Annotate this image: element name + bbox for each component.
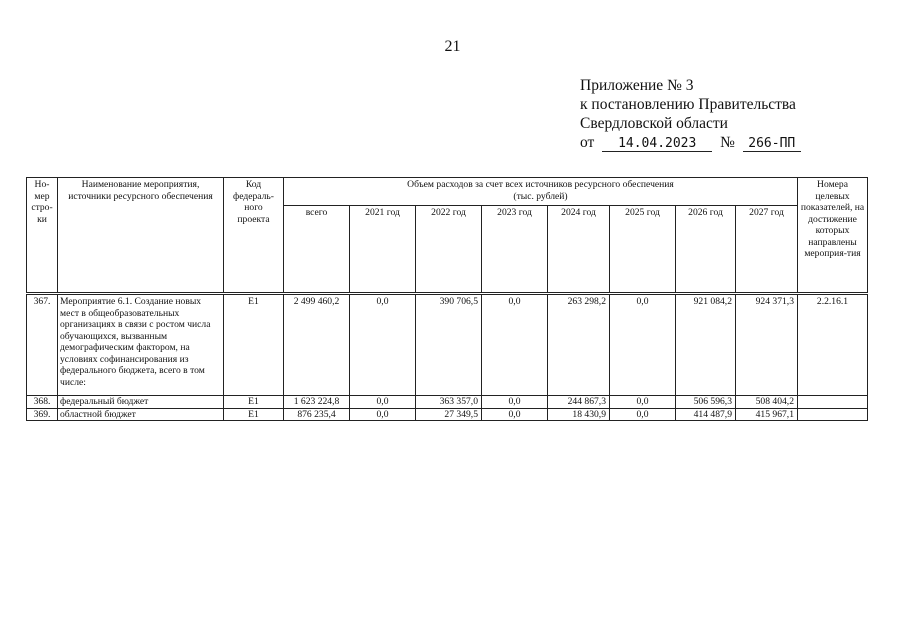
cell-federal-code: Е1 bbox=[224, 294, 284, 396]
cell-2026: 506 596,3 bbox=[676, 396, 736, 409]
header-2022: 2022 год bbox=[416, 206, 482, 294]
cell-event-name: федеральный бюджет bbox=[58, 396, 224, 409]
cell-row-number: 369. bbox=[27, 408, 58, 421]
cell-target-number bbox=[798, 408, 868, 421]
cell-event-name: областной бюджет bbox=[58, 408, 224, 421]
page-number: 21 bbox=[444, 38, 461, 55]
cell-2024: 18 430,9 bbox=[548, 408, 610, 421]
cell-2022: 27 349,5 bbox=[416, 408, 482, 421]
header-row-number: Но- мер стро- ки bbox=[27, 178, 58, 294]
cell-2024: 263 298,2 bbox=[548, 294, 610, 396]
cell-total: 1 623 224,8 bbox=[284, 396, 350, 409]
cell-2025: 0,0 bbox=[610, 294, 676, 396]
cell-total: 2 499 460,2 bbox=[284, 294, 350, 396]
appendix-region: Свердловской области bbox=[580, 115, 728, 132]
cell-total: 876 235,4 bbox=[284, 408, 350, 421]
appendix-title: Приложение № 3 bbox=[580, 77, 694, 94]
header-2025: 2025 год bbox=[610, 206, 676, 294]
number-label: № bbox=[720, 134, 735, 151]
cell-2027: 508 404,2 bbox=[736, 396, 798, 409]
cell-2025: 0,0 bbox=[610, 396, 676, 409]
cell-federal-code: Е1 bbox=[224, 408, 284, 421]
cell-2022: 363 357,0 bbox=[416, 396, 482, 409]
header-total: всего bbox=[284, 206, 350, 294]
cell-2027: 415 967,1 bbox=[736, 408, 798, 421]
resolution-date: 14.04.2023 bbox=[602, 136, 712, 152]
appendix-header bbox=[580, 76, 801, 152]
cell-2026: 414 487,9 bbox=[676, 408, 736, 421]
header-event-name: Наименование мероприятия, источники ресурсного обеспечения bbox=[58, 178, 224, 294]
table-row bbox=[27, 294, 868, 396]
resolution-number: 266-ПП bbox=[743, 136, 801, 152]
table-row bbox=[27, 396, 868, 409]
cell-federal-code: Е1 bbox=[224, 396, 284, 409]
cell-2021: 0,0 bbox=[350, 396, 416, 409]
header-2024: 2024 год bbox=[548, 206, 610, 294]
cell-2027: 924 371,3 bbox=[736, 294, 798, 396]
cell-2023: 0,0 bbox=[482, 396, 548, 409]
cell-2024: 244 867,3 bbox=[548, 396, 610, 409]
header-2023: 2023 год bbox=[482, 206, 548, 294]
header-2027: 2027 год bbox=[736, 206, 798, 294]
appendix-date-number-line bbox=[580, 133, 801, 152]
header-federal-code: Код федераль- ного проекта bbox=[224, 178, 284, 294]
cell-row-number: 368. bbox=[27, 396, 58, 409]
from-label: от bbox=[580, 134, 595, 151]
header-2026: 2026 год bbox=[676, 206, 736, 294]
cell-2023: 0,0 bbox=[482, 294, 548, 396]
cell-target-number: 2.2.16.1 bbox=[798, 294, 868, 396]
cell-2021: 0,0 bbox=[350, 408, 416, 421]
cell-2026: 921 084,2 bbox=[676, 294, 736, 396]
appendix-resolution: к постановлению Правительства bbox=[580, 96, 796, 113]
header-row-top bbox=[27, 178, 868, 206]
header-target-numbers: Номера целевых показателей, на достижение которых направлены мероприя-тия bbox=[798, 178, 868, 294]
cell-2022: 390 706,5 bbox=[416, 294, 482, 396]
cell-2023: 0,0 bbox=[482, 408, 548, 421]
cell-2025: 0,0 bbox=[610, 408, 676, 421]
cell-row-number: 367. bbox=[27, 294, 58, 396]
header-2021: 2021 год bbox=[350, 206, 416, 294]
cell-event-name: Мероприятие 6.1. Создание новых мест в общеобразовательных организациях в связи с ростом числа обучающихся, вызванным демографическим фактором, на условиях софинансирования из федерального бюджета, всего в том числе: bbox=[58, 294, 224, 396]
table-row bbox=[27, 408, 868, 421]
cell-2021: 0,0 bbox=[350, 294, 416, 396]
budget-table bbox=[26, 177, 868, 421]
header-expenses-group: Объем расходов за счет всех источников ресурсного обеспечения (тыс. рублей) bbox=[284, 178, 798, 206]
cell-target-number bbox=[798, 396, 868, 409]
